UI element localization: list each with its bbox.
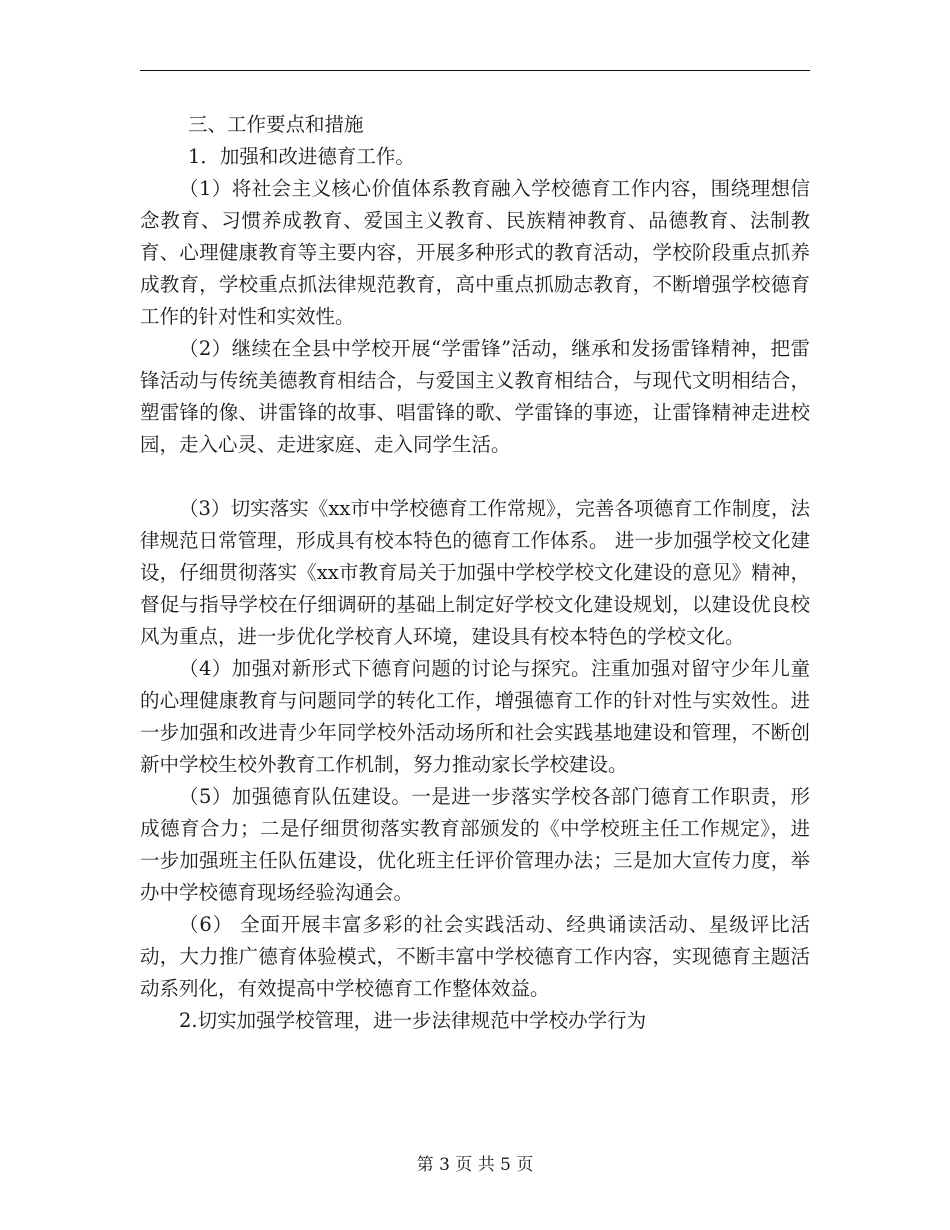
item2-heading: 2.切实加强学校管理，进一步法律规范中学校办学行为 [179,1009,647,1032]
page-number: 第 3 页 共 5 页 [416,1155,534,1175]
paragraph-spacer [140,461,810,493]
section-heading: 三、工作要点和措施 [188,113,364,136]
paragraph-4: （4）加强对新形式下德育问题的讨论与探究。注重加强对留守少年儿童的心理健康教育与问题同学的转化工作，增强德育工作的针对性与实效性。进一步加强和改进青少年同学校外活动场所和社会实践基地建设和管理，不断创新中学校生校外教育工作机制，努力推动家长学校建设。 [140,657,810,776]
paragraph-6: （6） 全面开展丰富多彩的社会实践活动、经典诵读活动、星级评比活动，大力推广德育体验模式，不断丰富中学校德育工作内容，实现德育主题活动系列化，有效提高中学校德育工作整体效益。 [140,913,810,1000]
header-rule [140,70,810,71]
item1-heading: 1．加强和改进德育工作。 [188,145,415,168]
paragraph-3: （3）切实落实《xx市中学校德育工作常规》，完善各项德育工作制度，法律规范日常管理，形成具有校本特色的德育工作体系。 进一步加强学校文化建设，仔细贯彻落实《xx市教育局关于加强中学校学校文化建设的意见》精神，督促与指导学校在仔细调研的基础上制定好学校文化建设规划，以建设优良校风为重点，进一步优化学校育人环境，建设具有校本特色的学校文化。 [140,497,810,648]
document-body [140,109,810,1037]
page-footer [0,1154,950,1176]
paragraph-2: （2）继续在全县中学校开展“学雷锋”活动，继承和发扬雷锋精神，把雷锋活动与传统美德教育相结合，与爱国主义教育相结合，与现代文明相结合，塑雷锋的像、讲雷锋的故事、唱雷锋的歌、学雷锋的事迹，让雷锋精神走进校园，走入心灵、走进家庭、走入同学生活。 [140,337,810,456]
paragraph-1: （1）将社会主义核心价值体系教育融入学校德育工作内容，围绕理想信念教育、习惯养成教育、爱国主义教育、民族精神教育、品德教育、法制教育、心理健康教育等主要内容，开展多种形式的教育活动，学校阶段重点抓养成教育，学校重点抓法律规范教育，高中重点抓励志教育，不断增强学校德育工作的针对性和实效性。 [140,177,810,328]
paragraph-5: （5）加强德育队伍建设。一是进一步落实学校各部门德育工作职责，形成德育合力；二是仔细贯彻落实教育部颁发的《中学校班主任工作规定》，进一步加强班主任队伍建设，优化班主任评价管理办法；三是加大宣传力度，举办中学校德育现场经验沟通会。 [140,785,810,904]
